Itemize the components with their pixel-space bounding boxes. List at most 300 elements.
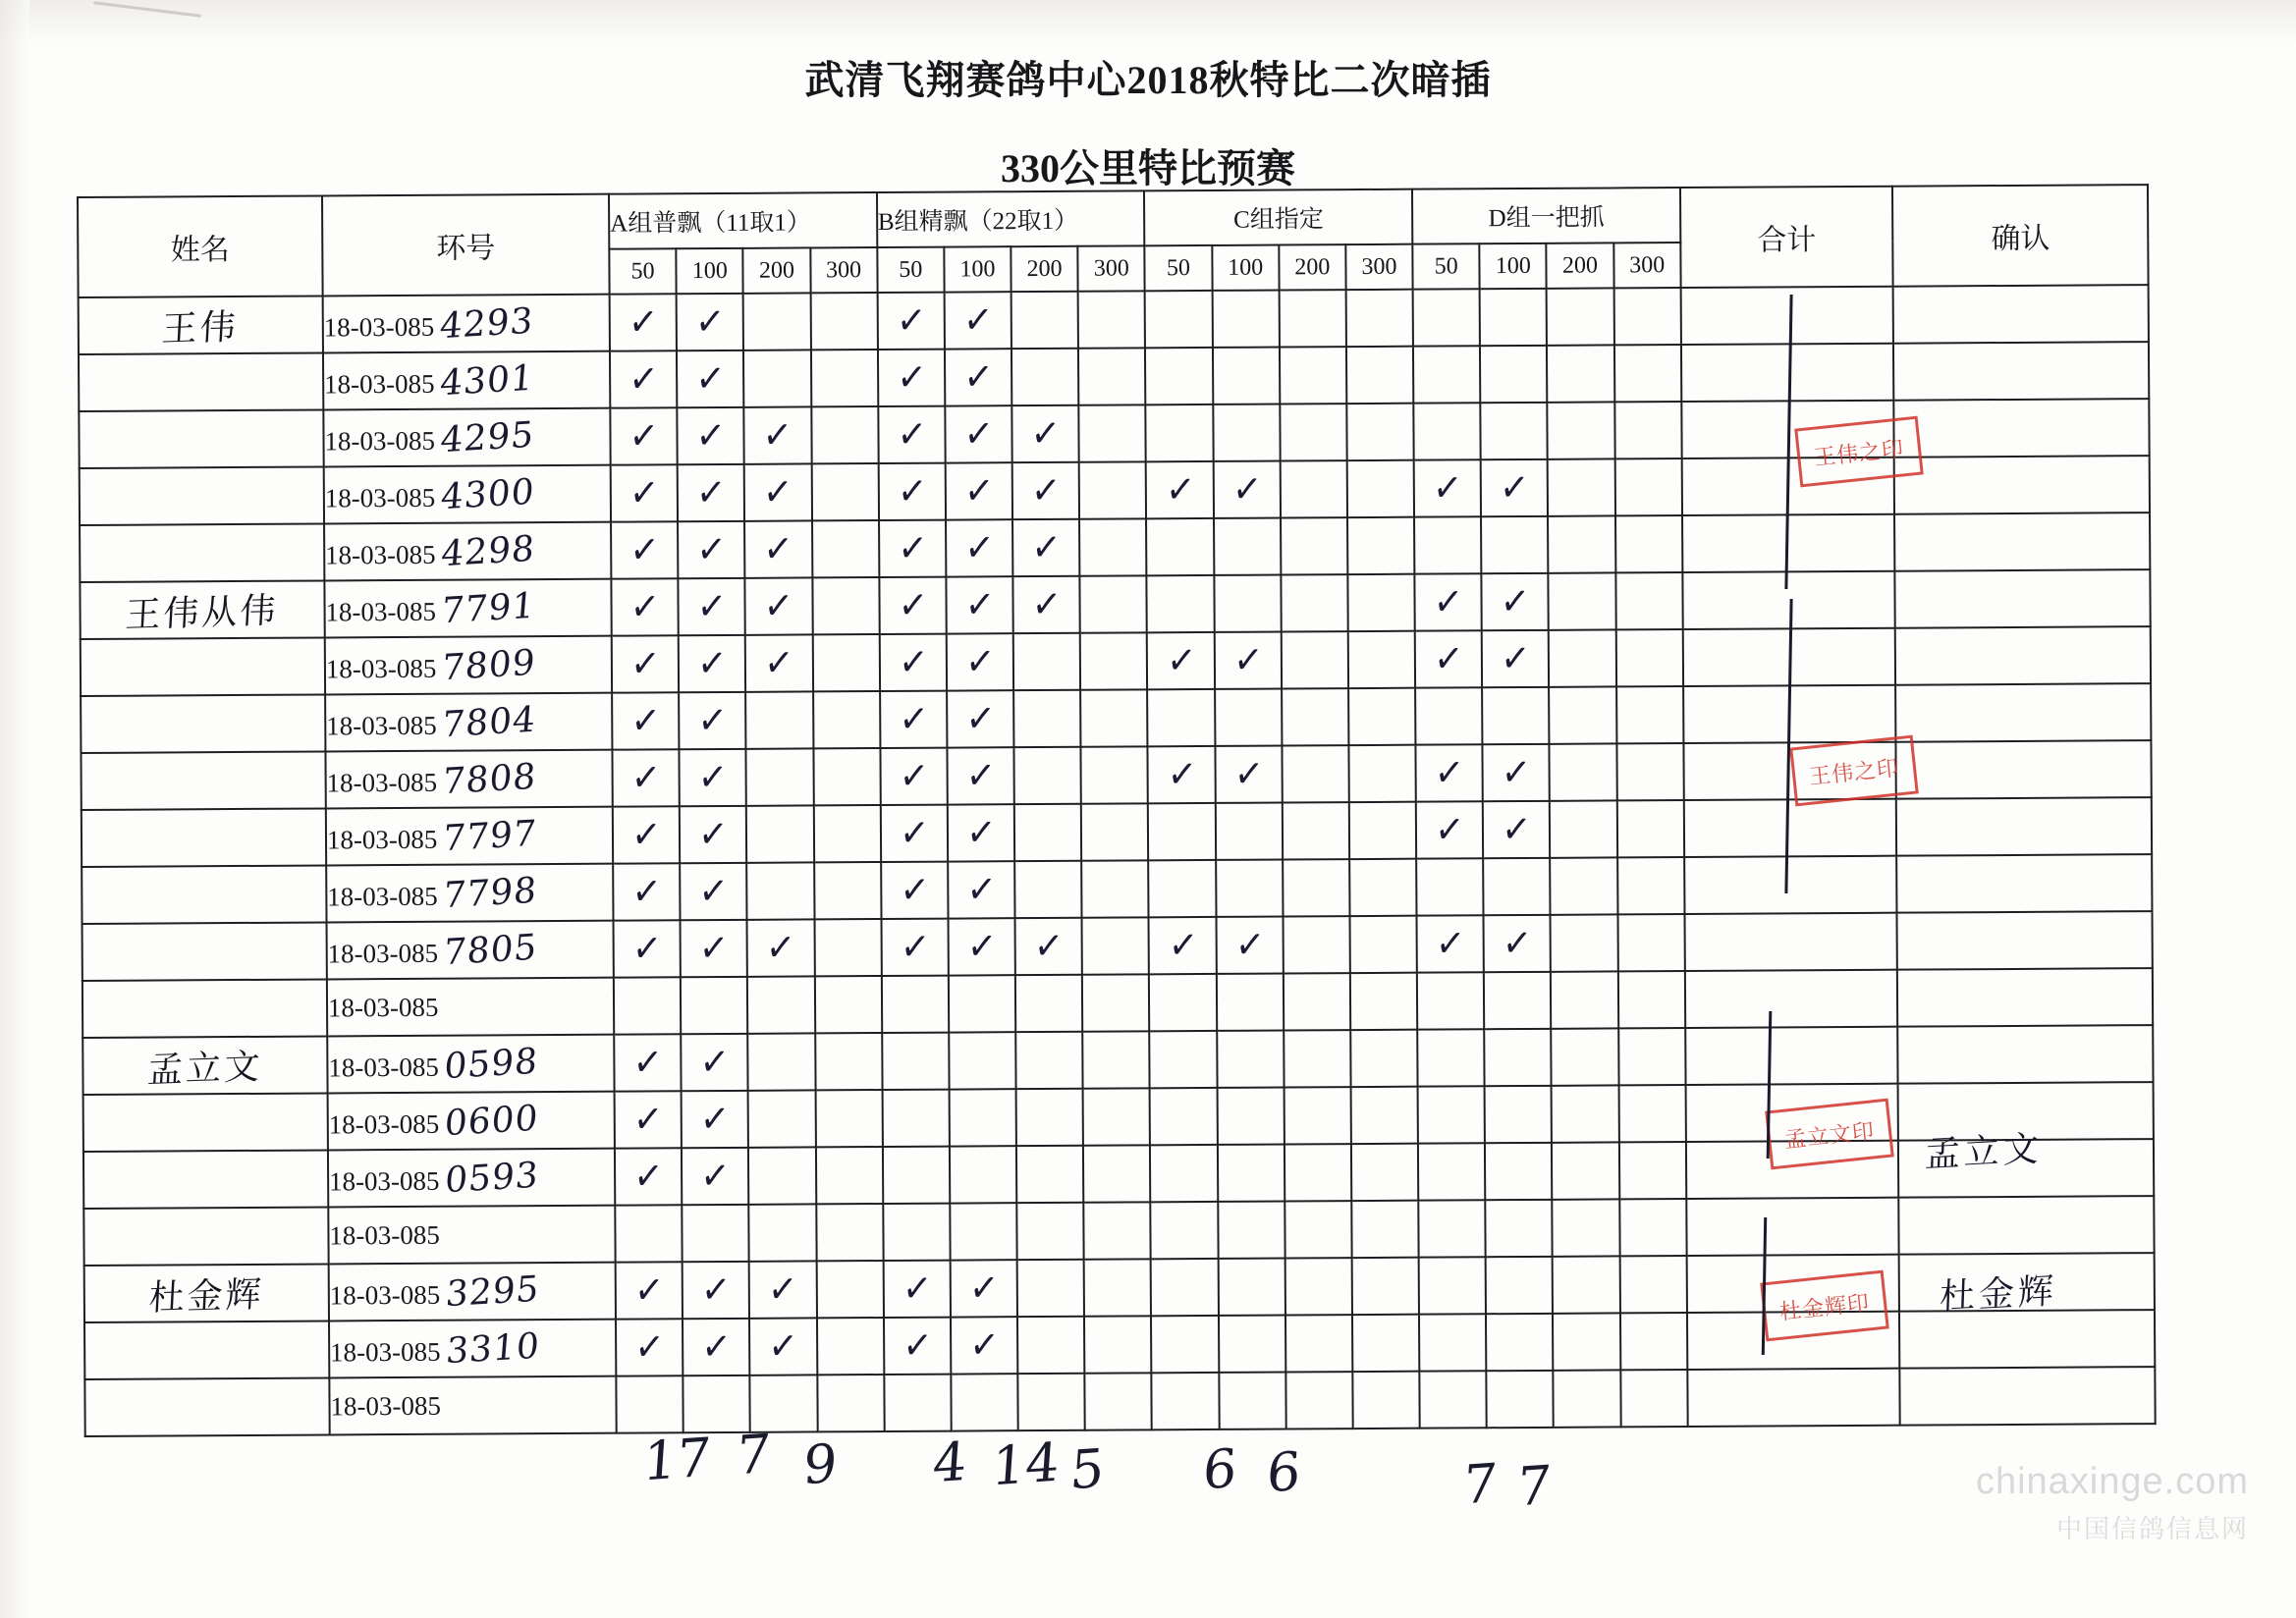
- check-cell-c-300: [1351, 1201, 1419, 1258]
- check-cell-a-300: [817, 1318, 885, 1375]
- check-cell-b-50: [879, 577, 947, 634]
- check-cell-a-300: [814, 919, 882, 976]
- check-cell-b-200: [1011, 292, 1079, 349]
- check-cell-b-100: [949, 1032, 1016, 1089]
- owner-name-cell: [81, 751, 325, 810]
- check-cell-c-300: [1350, 973, 1418, 1030]
- check-cell-c-50: [1148, 803, 1216, 860]
- ring-number-cell: [326, 864, 614, 923]
- check-cell-d-200: [1550, 800, 1617, 857]
- check-cell-b-100: [949, 1089, 1016, 1146]
- check-cell-b-300: [1084, 1202, 1152, 1259]
- check-cell-c-100: [1218, 1202, 1285, 1259]
- check-cell-b-300: [1082, 917, 1150, 974]
- check-cell-d-200: [1551, 914, 1618, 971]
- check-cell-d-100: [1480, 346, 1548, 403]
- dist-a-300: 300: [810, 247, 877, 293]
- scan-edge-shadow-top: [0, 0, 2296, 45]
- check-cell-d-200: [1552, 1085, 1619, 1142]
- check-cell-b-100: [946, 462, 1013, 519]
- check-cell-a-50: [614, 920, 682, 977]
- col-header-group-d: D组一把抓: [1412, 188, 1680, 244]
- check-cell-c-300: [1350, 1030, 1418, 1087]
- ring-suffix-handwriting: 4300: [439, 471, 537, 517]
- col-header-name: 姓名: [78, 195, 322, 297]
- check-cell-c-50: [1147, 575, 1215, 632]
- check-cell-b-200: [1017, 1260, 1085, 1317]
- column-tally-handwriting: 6: [1200, 1436, 1239, 1502]
- check-cell-a-300: [811, 406, 879, 463]
- check-cell-b-300: [1081, 803, 1149, 860]
- check-cell-d-100: [1486, 1200, 1554, 1257]
- check-cell-d-100: [1486, 1257, 1554, 1314]
- check-cell-a-300: [812, 520, 880, 577]
- check-cell-b-300: [1078, 291, 1146, 348]
- confirm-cell: [1893, 342, 2149, 401]
- check-cell-c-200: [1285, 1201, 1352, 1258]
- check-cell-c-50: [1147, 632, 1215, 689]
- check-cell-d-100: [1480, 289, 1548, 346]
- check-cell-b-100: [947, 633, 1014, 690]
- check-cell-a-100: [683, 1262, 750, 1319]
- check-cell-a-50: [615, 1205, 683, 1262]
- owner-name-cell: [82, 865, 326, 924]
- table-head: [78, 185, 2149, 297]
- ring-prefix: 18-03-085: [329, 1336, 441, 1367]
- ring-suffix-handwriting: 4298: [439, 528, 537, 574]
- ring-prefix: 18-03-085: [327, 938, 439, 968]
- check-cell-a-300: [815, 1147, 883, 1204]
- check-cell-b-50: [883, 1147, 951, 1204]
- check-cell-d-50: [1413, 346, 1481, 403]
- check-cell-a-100: [678, 407, 745, 464]
- column-tally-handwriting: 14: [989, 1430, 1062, 1498]
- check-cell-b-50: [882, 976, 950, 1033]
- ring-number-cell: [327, 1092, 615, 1151]
- check-cell-a-300: [814, 862, 882, 919]
- ring-number-cell: [323, 351, 611, 410]
- check-cell-b-100: [947, 690, 1014, 747]
- check-cell-b-200: [1016, 1089, 1084, 1146]
- check-cell-c-200: [1282, 745, 1349, 802]
- check-cell-d-100: [1487, 1371, 1555, 1428]
- check-cell-d-300: [1615, 629, 1683, 686]
- check-cell-c-100: [1219, 1373, 1286, 1429]
- dist-b-100: 100: [944, 246, 1011, 292]
- check-cell-d-300: [1615, 572, 1683, 629]
- check-cell-b-100: [948, 804, 1015, 861]
- ring-prefix: 18-03-085: [330, 1390, 441, 1421]
- owner-name-cell: [82, 979, 327, 1038]
- confirm-cell: [1896, 854, 2152, 913]
- check-cell-d-100: [1482, 687, 1550, 744]
- dist-c-50: 50: [1145, 245, 1212, 291]
- check-cell-d-200: [1550, 743, 1617, 800]
- confirm-cell: [1900, 1367, 2156, 1426]
- check-cell-b-200: [1014, 747, 1082, 804]
- column-tally-handwriting: 7: [1460, 1451, 1500, 1517]
- check-cell-a-100: [682, 1148, 749, 1205]
- check-cell-b-100: [951, 1374, 1018, 1430]
- ring-suffix-handwriting: 0593: [443, 1155, 541, 1201]
- check-cell-a-200: [744, 406, 812, 463]
- check-cell-b-200: [1016, 1146, 1084, 1203]
- check-cell-d-300: [1619, 1142, 1687, 1199]
- owner-name-cell: [84, 1264, 329, 1322]
- check-cell-a-100: [680, 806, 747, 863]
- check-cell-d-300: [1617, 971, 1685, 1028]
- ring-number-cell: [325, 636, 613, 695]
- check-cell-c-100: [1212, 291, 1280, 348]
- check-cell-d-50: [1419, 1371, 1487, 1428]
- check-cell-d-50: [1418, 1086, 1486, 1143]
- check-cell-c-50: [1149, 917, 1217, 974]
- ring-number-cell: [324, 522, 612, 581]
- ring-number-cell: [324, 465, 612, 524]
- check-cell-b-50: [879, 634, 947, 691]
- table-body: [79, 285, 2156, 1436]
- confirm-cell: [1894, 456, 2150, 514]
- check-cell-b-300: [1082, 1031, 1150, 1088]
- owner-name-cell: [82, 808, 326, 867]
- check-cell-d-50: [1416, 801, 1484, 858]
- check-cell-a-50: [616, 1262, 683, 1319]
- ring-number-cell: [328, 1206, 616, 1265]
- check-cell-d-300: [1616, 743, 1684, 800]
- check-cell-c-300: [1346, 347, 1414, 404]
- confirm-cell: [1894, 399, 2150, 458]
- check-cell-b-50: [878, 406, 946, 463]
- check-cell-d-50: [1415, 573, 1483, 630]
- ring-suffix-handwriting: 7804: [441, 699, 538, 745]
- check-cell-a-100: [682, 1091, 749, 1148]
- check-cell-b-100: [946, 519, 1013, 576]
- dist-b-50: 50: [877, 247, 944, 293]
- check-cell-a-50: [611, 464, 679, 521]
- red-seal-stamp: 王伟之印: [1789, 735, 1919, 807]
- check-cell-a-50: [616, 1375, 683, 1432]
- check-cell-c-100: [1217, 1088, 1285, 1145]
- check-cell-d-50: [1414, 459, 1482, 516]
- check-cell-c-100: [1218, 1145, 1285, 1202]
- check-cell-c-50: [1148, 689, 1216, 746]
- check-cell-c-200: [1284, 1030, 1351, 1087]
- col-header-confirm: 确认: [1892, 185, 2148, 287]
- check-cell-c-300: [1347, 574, 1415, 631]
- check-cell-a-100: [678, 521, 745, 578]
- confirm-cell: [1895, 683, 2151, 742]
- dist-c-300: 300: [1345, 244, 1412, 290]
- ring-number-cell: [327, 978, 615, 1037]
- check-cell-b-50: [882, 1033, 950, 1090]
- ring-prefix: 18-03-085: [328, 1165, 440, 1196]
- check-cell-c-50: [1149, 860, 1217, 917]
- check-cell-a-300: [811, 463, 879, 520]
- dist-d-300: 300: [1613, 243, 1680, 288]
- check-cell-b-100: [951, 1260, 1018, 1317]
- dist-a-200: 200: [743, 247, 810, 293]
- owner-name-cell: [83, 1150, 328, 1209]
- check-cell-d-100: [1482, 630, 1550, 687]
- check-cell-d-200: [1553, 1313, 1620, 1370]
- check-cell-c-300: [1348, 745, 1416, 802]
- check-cell-d-50: [1416, 744, 1484, 801]
- check-cell-d-200: [1548, 402, 1615, 458]
- check-cell-b-200: [1011, 349, 1079, 405]
- check-cell-c-50: [1146, 404, 1214, 461]
- confirm-cell: [1896, 797, 2152, 856]
- check-cell-d-100: [1481, 516, 1549, 573]
- total-cell: [1687, 1312, 1900, 1370]
- check-cell-c-50: [1145, 291, 1213, 348]
- check-cell-b-200: [1011, 405, 1079, 462]
- signature-handwriting: 杜金辉: [1939, 1270, 2058, 1319]
- check-cell-a-300: [815, 1033, 883, 1090]
- check-cell-d-100: [1481, 459, 1549, 516]
- check-cell-b-200: [1016, 1203, 1084, 1260]
- check-cell-b-50: [882, 1090, 950, 1147]
- col-header-ring: 环号: [322, 194, 610, 297]
- check-cell-c-200: [1283, 916, 1350, 973]
- check-cell-c-50: [1150, 1031, 1218, 1088]
- check-cell-a-200: [748, 1090, 816, 1147]
- column-tally-handwriting: 5: [1067, 1436, 1107, 1502]
- check-cell-c-200: [1285, 1315, 1353, 1372]
- ring-prefix: 18-03-085: [327, 881, 438, 911]
- check-cell-b-200: [1017, 1374, 1085, 1430]
- check-cell-c-200: [1280, 404, 1347, 460]
- check-cell-b-200: [1013, 690, 1081, 747]
- signature-handwriting: 孟立文: [1924, 1128, 2044, 1176]
- check-cell-c-200: [1280, 347, 1347, 404]
- total-cell: [1686, 1198, 1899, 1256]
- check-cell-c-50: [1152, 1373, 1220, 1429]
- confirm-cell: [1895, 626, 2151, 685]
- owner-name-cell: [83, 1207, 328, 1266]
- check-cell-a-50: [611, 578, 679, 635]
- column-tally-handwriting: 9: [800, 1431, 840, 1497]
- owner-name-cell: [80, 580, 324, 639]
- check-cell-c-50: [1151, 1316, 1219, 1373]
- check-cell-a-50: [613, 806, 681, 863]
- check-cell-a-100: [683, 1319, 750, 1375]
- check-cell-d-100: [1484, 915, 1552, 972]
- ring-suffix-handwriting: 7805: [442, 927, 540, 973]
- col-header-group-a: A组普飘（11取1）: [609, 192, 877, 249]
- check-cell-c-200: [1284, 1087, 1351, 1144]
- dist-a-50: 50: [609, 248, 676, 294]
- total-cell: [1685, 970, 1898, 1028]
- check-cell-b-300: [1083, 1145, 1151, 1202]
- check-cell-b-50: [881, 862, 949, 919]
- check-cell-b-200: [1015, 1032, 1083, 1089]
- check-cell-c-300: [1348, 688, 1416, 745]
- check-cell-c-100: [1219, 1316, 1286, 1373]
- check-cell-d-300: [1620, 1370, 1688, 1427]
- ring-suffix-handwriting: 0600: [443, 1098, 541, 1144]
- confirm-cell: [1899, 1310, 2155, 1369]
- check-cell-c-300: [1346, 404, 1414, 460]
- check-cell-d-50: [1416, 858, 1484, 915]
- check-cell-c-200: [1279, 290, 1346, 347]
- owner-name-cell: [82, 922, 327, 981]
- check-cell-a-200: [746, 748, 814, 805]
- dist-d-200: 200: [1547, 243, 1613, 288]
- ring-prefix: 18-03-085: [325, 596, 437, 626]
- check-cell-c-200: [1280, 460, 1347, 517]
- entry-table: [77, 184, 2157, 1437]
- ring-prefix: 18-03-085: [325, 539, 436, 569]
- column-tally-handwriting: 7: [1514, 1453, 1554, 1519]
- owner-name-cell: [82, 1036, 327, 1095]
- ring-prefix: 18-03-085: [325, 653, 437, 683]
- ring-prefix: 18-03-085: [324, 482, 436, 512]
- total-cell: [1686, 1255, 1899, 1313]
- check-cell-a-200: [747, 976, 815, 1033]
- check-cell-d-100: [1483, 801, 1551, 858]
- check-cell-c-200: [1283, 802, 1350, 859]
- dist-a-100: 100: [677, 248, 743, 294]
- check-cell-d-50: [1415, 687, 1483, 744]
- check-cell-a-200: [749, 1261, 817, 1318]
- check-cell-d-100: [1483, 858, 1551, 915]
- check-cell-a-100: [677, 294, 744, 351]
- owner-name-cell: [84, 1377, 329, 1436]
- check-cell-b-200: [1014, 804, 1082, 861]
- check-cell-c-100: [1213, 461, 1281, 518]
- confirm-cell: [1898, 1082, 2154, 1141]
- check-cell-b-300: [1080, 689, 1148, 746]
- check-cell-c-300: [1348, 631, 1416, 688]
- check-cell-a-50: [613, 863, 681, 920]
- ring-suffix-handwriting: 4293: [438, 300, 536, 347]
- check-cell-a-200: [748, 1147, 816, 1204]
- check-cell-d-200: [1553, 1256, 1620, 1313]
- check-cell-a-200: [748, 1033, 816, 1090]
- check-cell-b-50: [881, 919, 949, 976]
- check-cell-a-50: [616, 1319, 683, 1375]
- check-cell-a-100: [680, 863, 747, 920]
- dist-b-200: 200: [1011, 246, 1077, 292]
- check-cell-c-200: [1285, 1258, 1352, 1315]
- check-cell-c-300: [1352, 1372, 1420, 1429]
- check-cell-c-200: [1283, 859, 1350, 916]
- check-cell-d-300: [1619, 1199, 1687, 1256]
- check-cell-c-100: [1215, 746, 1283, 803]
- check-cell-c-300: [1347, 517, 1415, 574]
- check-cell-b-300: [1085, 1373, 1153, 1429]
- check-cell-a-50: [610, 407, 678, 464]
- owner-name-cell: [80, 523, 324, 582]
- check-cell-a-200: [744, 463, 812, 520]
- ring-number-cell: [327, 1035, 615, 1094]
- dist-d-50: 50: [1412, 243, 1479, 289]
- check-cell-b-100: [946, 576, 1013, 633]
- confirm-cell: [1899, 1253, 2155, 1312]
- ring-suffix-handwriting: 7797: [441, 813, 539, 859]
- dist-c-200: 200: [1279, 244, 1345, 290]
- check-cell-b-300: [1083, 1088, 1151, 1145]
- col-header-total: 合计: [1680, 187, 1893, 288]
- dist-b-300: 300: [1078, 245, 1145, 291]
- dist-c-100: 100: [1212, 245, 1279, 291]
- check-cell-c-100: [1216, 974, 1284, 1031]
- watermark-domain: chinaxinge.com: [1975, 1461, 2249, 1502]
- ring-prefix: 18-03-085: [329, 1219, 440, 1250]
- confirm-cell: [1897, 968, 2153, 1027]
- check-cell-b-300: [1081, 860, 1149, 917]
- total-cell: [1684, 856, 1897, 914]
- check-cell-c-200: [1282, 688, 1349, 745]
- check-cell-c-50: [1148, 746, 1216, 803]
- check-cell-a-300: [810, 293, 878, 350]
- check-cell-d-200: [1547, 345, 1614, 402]
- ring-suffix-handwriting: 7808: [441, 756, 539, 802]
- check-cell-d-300: [1614, 402, 1682, 458]
- col-header-group-c: C组指定: [1144, 189, 1412, 246]
- check-cell-d-200: [1548, 458, 1615, 515]
- ring-prefix: 18-03-085: [323, 311, 435, 342]
- check-cell-c-200: [1281, 574, 1348, 631]
- check-cell-d-300: [1614, 458, 1682, 515]
- check-cell-c-200: [1281, 517, 1348, 574]
- total-cell: [1685, 1027, 1898, 1085]
- check-cell-b-50: [878, 350, 946, 406]
- check-cell-a-300: [813, 691, 881, 748]
- ring-suffix-handwriting: 3310: [444, 1325, 542, 1372]
- column-tally-handwriting: 17: [640, 1426, 713, 1493]
- check-cell-b-300: [1079, 461, 1147, 518]
- ring-suffix-handwriting: 7791: [440, 585, 538, 631]
- check-cell-c-50: [1146, 461, 1214, 518]
- check-cell-c-100: [1214, 518, 1282, 575]
- check-cell-c-50: [1150, 1145, 1218, 1202]
- check-cell-d-50: [1419, 1314, 1487, 1371]
- ring-number-cell: [329, 1263, 617, 1321]
- ring-prefix: 18-03-085: [326, 710, 437, 740]
- check-cell-d-300: [1613, 288, 1681, 345]
- scan-edge-shadow-left: [0, 0, 29, 1618]
- owner-name-cell: [81, 694, 325, 753]
- check-cell-c-300: [1347, 460, 1415, 517]
- watermark-text: 中国信鸽信息网: [2055, 1514, 2249, 1543]
- column-tally-handwriting: 4: [930, 1429, 969, 1495]
- check-cell-c-100: [1216, 860, 1284, 917]
- check-cell-d-50: [1419, 1257, 1487, 1314]
- ring-prefix: 18-03-085: [324, 425, 435, 456]
- check-cell-b-300: [1079, 404, 1147, 461]
- check-cell-d-200: [1549, 629, 1616, 686]
- check-cell-d-100: [1485, 1143, 1553, 1200]
- ring-number-cell: [322, 295, 610, 353]
- check-cell-c-50: [1151, 1202, 1219, 1259]
- check-cell-a-200: [745, 634, 813, 691]
- confirm-cell: [1898, 1196, 2154, 1255]
- check-cell-d-200: [1547, 288, 1614, 345]
- ring-prefix: 18-03-085: [329, 1279, 441, 1310]
- ring-prefix: 18-03-085: [326, 824, 438, 854]
- check-cell-a-300: [814, 976, 882, 1033]
- check-cell-a-50: [610, 294, 678, 351]
- total-cell: [1684, 799, 1897, 857]
- check-cell-b-300: [1084, 1316, 1152, 1373]
- check-cell-c-100: [1213, 348, 1281, 404]
- check-cell-a-200: [749, 1318, 817, 1375]
- ring-prefix: 18-03-085: [326, 767, 438, 797]
- ring-number-cell: [326, 921, 614, 980]
- check-cell-a-100: [677, 351, 744, 407]
- check-cell-a-300: [813, 748, 881, 805]
